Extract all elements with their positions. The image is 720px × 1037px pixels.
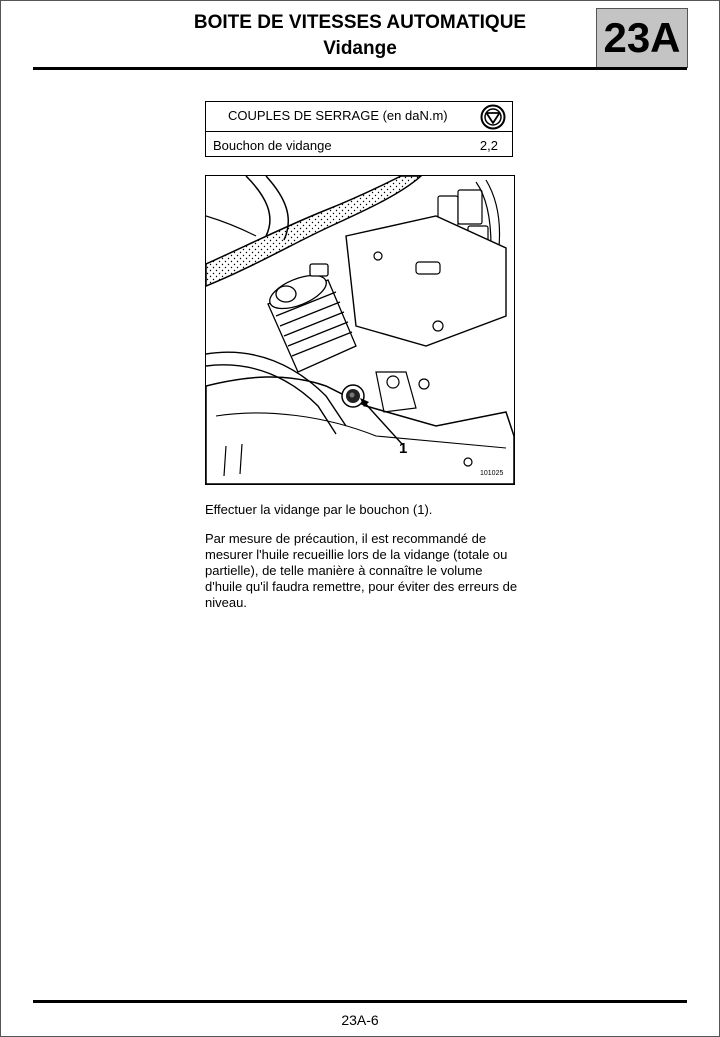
figure-reference: 101025 — [480, 470, 504, 477]
page-subtitle: Vidange — [323, 38, 397, 59]
instruction-paragraph: Effectuer la vidange par le bouchon (1). — [205, 502, 433, 517]
torque-table-header — [206, 102, 512, 132]
torque-value: 2,2 — [479, 138, 498, 153]
footer-divider — [33, 1000, 687, 1003]
drain-plug — [342, 385, 364, 407]
torque-symbol-icon — [480, 104, 506, 130]
gearbox-drawing — [206, 176, 514, 484]
section-badge: 23A — [596, 8, 688, 68]
torque-row — [206, 132, 512, 158]
torque-part-name: Bouchon de vidange — [213, 138, 332, 153]
page-title: BOITE DE VITESSES AUTOMATIQUE — [193, 12, 527, 33]
page-number: 23A-6 — [341, 1012, 379, 1028]
torque-table — [205, 101, 513, 157]
torque-table-heading: COUPLES DE SERRAGE (en daN.m) — [228, 108, 448, 123]
oil-filter — [265, 264, 356, 372]
precaution-paragraph: Par mesure de précaution, il est recommandé de mesurer l'huile recueillie lors de la vidange (totale ou partielle), de telle manière à connaître le volume d'huile qu'il faudra remettre, pour éviter des erreurs de niveau. — [205, 531, 518, 610]
technical-illustration — [205, 175, 515, 485]
callout-label: 1 — [399, 440, 408, 457]
header-divider — [33, 67, 687, 70]
